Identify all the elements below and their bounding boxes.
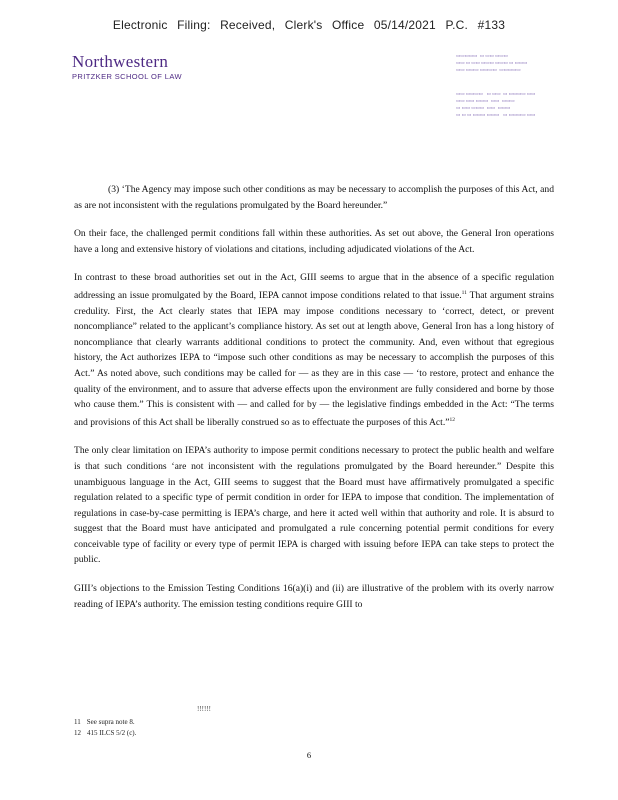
school-logo-name: Northwestern (72, 52, 169, 71)
page-number: 6 (306, 750, 312, 760)
footnote-number: 12 (74, 729, 81, 737)
paragraph-text: In contrast to these broad authorities set out in the Act, GIII seems to argue that in the absence of a specific regulation addressing an issue promulgated by the Board, IEPA cannot impose conditions related to that issue. (74, 272, 554, 301)
school-logo-subtitle: PRITZKER SCHOOL OF LAW (72, 72, 182, 81)
footnote-number: 11 (74, 718, 81, 726)
footnote-text: See supra note 8. (86, 718, 135, 726)
footnotes (74, 717, 136, 739)
filing-stamp: Electronic Filing: Received, Clerk's Office 05/14/2021 P.C. #133 (112, 18, 506, 32)
address-block-decoration: ▭▭▭▭▭ ▭ ▭▭ ▭▭▭ ▭▭ ▭ ▭▭ ▭▭▭ ▭▭▭ ▭ ▭▭▭ ▭▭ ▭▭▭ ▭▭▭▭ ▭▭▭▭▭ (456, 53, 528, 72)
document-body (74, 182, 554, 625)
paragraph: On their face, the challenged permit conditions fall within these authorities. As set out above, the General Iron operations have a long and extensive history of violations and citations, including adjudicated violations of the Act. (74, 228, 554, 255)
paragraph: GIII’s objections to the Emission Testing Conditions 16(a)(i) and (ii) are illustrative of the problem with its overly narrow reading of IEPA’s authority. The emission testing conditions require GIII to (74, 583, 554, 610)
paragraph-text: That argument strains credulity. First, the Act clearly states that IEPA may impose conditions necessary to ‘correct, detect, or prevent noncompliance” related to the applicant’s compliance history. As set out at length above, General Iron has a long history of noncompliance that clearly warrants additional conditions to protect the community. And, even without that egregious history, the Act authorizes IEPA to “impose such other conditions as may be necessary to accomplish the purposes of this Act.” As noted above, such conditions may be called for — as they are in this case — ‘to restore, protect and enhance the quality of the environment, and to assure that adverse effects upon the environment are fully considered and borne by those who cause them.” This is consistent with — and called for by — the legislative findings embedded in the Act: “The terms and provisions of this Act shall be liberally construed so as to effectuate the purposes of this Act.” (74, 289, 554, 428)
paragraph-quote: (3) ‘The Agency may impose such other conditions as may be necessary to accomplish the purposes of this Act, and as are not inconsistent with the regulations promulgated by the Board hereunder.” (74, 184, 554, 211)
footnote (74, 728, 136, 739)
stray-marks: !!!!!! (197, 705, 211, 713)
contact-block-decoration: ▭▭ ▭▭▭▭ ▭ ▭▭ ▭ ▭▭▭▭ ▭▭ ▭▭ ▭▭ ▭▭▭ ▭▭ ▭▭▭ ▭ ▭▭ ▭▭▭ ▭▭ ▭▭▭ ▭ ▭ ▭ ▭▭▭ ▭▭▭ ▭ ▭▭▭▭ ▭▭ (456, 91, 536, 117)
paragraph: The only clear limitation on IEPA’s authority to impose permit conditions necessary to protect the public health and welfare is that such conditions ‘are not inconsistent with the regulations promulgated by the Board hereunder.” Despite this unambiguous language in the Act, GIII seems to suggest that the Board must have affirmatively promulgated a specific regulation related to a specific type of permit condition in order for IEPA to impose that condition. The implementation of regulations in case-by-case permitting is IEPA’s charge, and here it acted well within that authority and role. It is absurd to suggest that the Board must have anticipated and promulgated a rule concerning potential permit conditions for every conceivable type of facility or every type of permit IEPA is charged with issuing before IEPA can take steps to protect the public. (74, 445, 554, 566)
paragraph (74, 270, 554, 430)
footnote (74, 717, 136, 728)
footnote-text: 415 ILCS 5/2 (c). (87, 729, 137, 737)
footnote-ref: 11 (461, 289, 467, 296)
footnote-ref: 12 (449, 416, 455, 423)
